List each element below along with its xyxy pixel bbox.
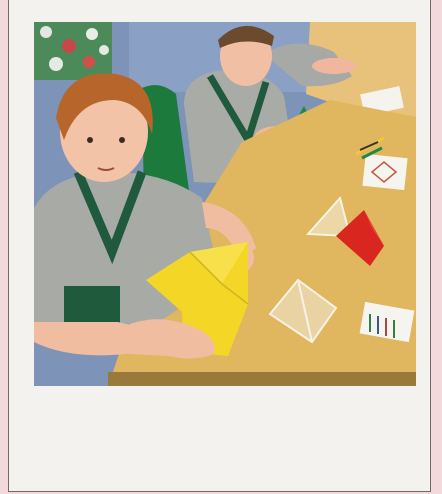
photo-illustration [34, 22, 416, 386]
floral-tablecloth [34, 22, 112, 80]
classroom-photo [34, 22, 416, 386]
polaroid-frame [8, 0, 431, 492]
worksheet-card [362, 154, 407, 190]
